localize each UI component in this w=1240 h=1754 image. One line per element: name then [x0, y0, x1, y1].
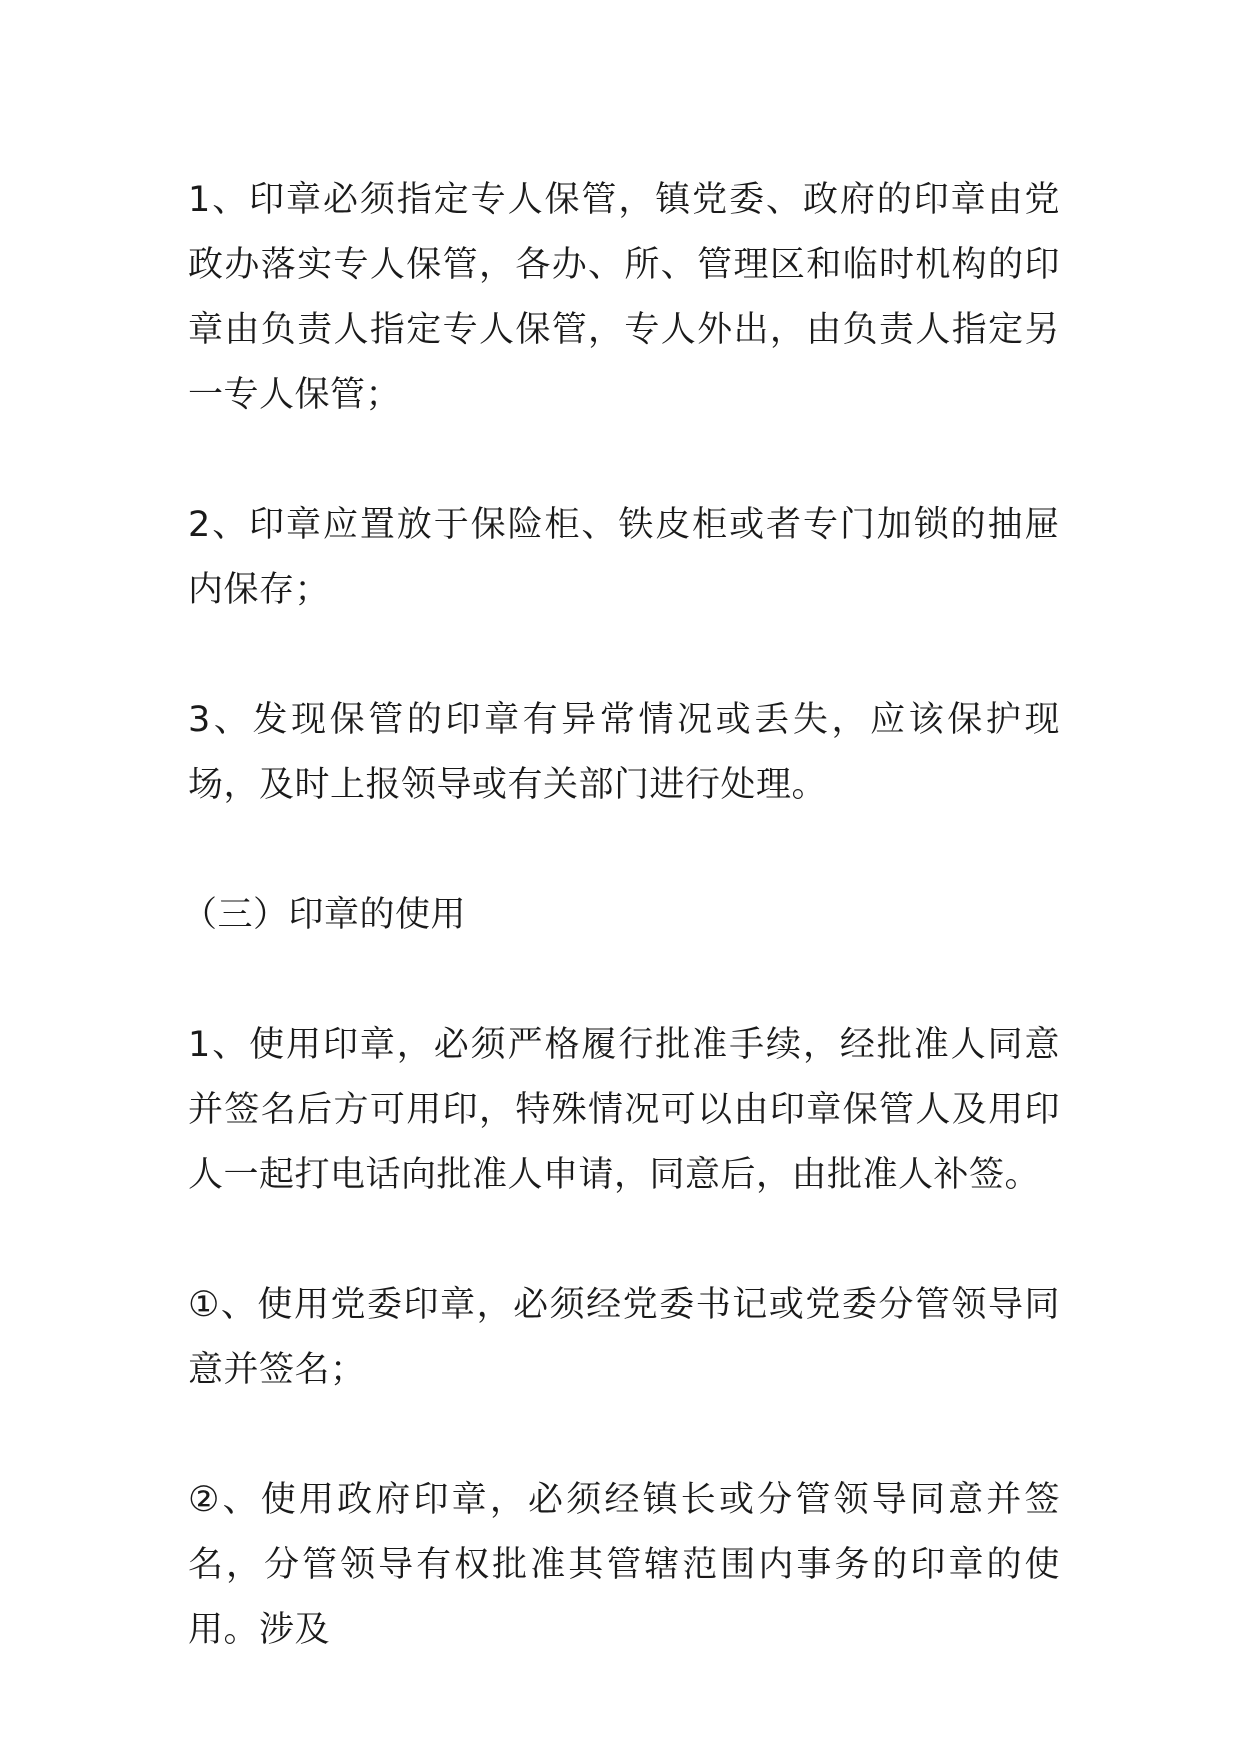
paragraph-seal-custody: 1、印章必须指定专人保管，镇党委、政府的印章由党政办落实专人保管，各办、所、管理区和临时机构的印章由负责人指定专人保管，专人外出，由负责人指定另一专人保管；: [188, 180, 1060, 415]
paragraph-seal-storage: 2、印章应置放于保险柜、铁皮柜或者专门加锁的抽屉内保存；: [188, 505, 1060, 610]
section-heading-seal-use: （三）印章的使用: [182, 895, 467, 935]
paragraph-approval-procedure: 1、使用印章，必须严格履行批准手续，经批准人同意并签名后方可用印，特殊情况可以由印章保管人及用印人一起打电话向批准人申请，同意后，由批准人补签。: [188, 1025, 1060, 1195]
paragraph-seal-loss: 3、发现保管的印章有异常情况或丢失，应该保护现场，及时上报领导或有关部门进行处理。: [188, 700, 1060, 805]
paragraph-party-seal: ①、使用党委印章，必须经党委书记或党委分管领导同意并签名；: [188, 1285, 1060, 1390]
paragraph-government-seal: ②、使用政府印章，必须经镇长或分管领导同意并签名，分管领导有权批准其管辖范围内事务的印章的使用。涉及: [188, 1480, 1060, 1650]
document-body: [182, 168, 1060, 1663]
